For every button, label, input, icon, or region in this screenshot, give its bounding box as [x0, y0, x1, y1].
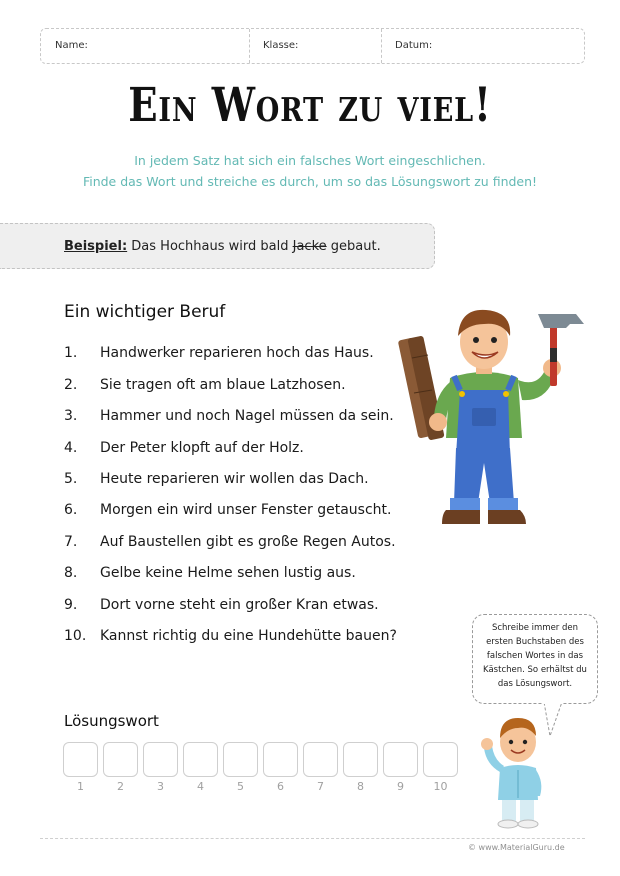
sentence-text[interactable]: Hammer und noch Nagel müssen da sein. — [100, 408, 394, 424]
sentence-number: 9. — [64, 597, 78, 613]
sentence-number: 8. — [64, 565, 78, 581]
sentence-item — [64, 628, 397, 644]
sentence-item — [64, 502, 391, 518]
footer-divider — [40, 838, 585, 839]
sentence-number: 7. — [64, 534, 78, 550]
box-number: 2 — [117, 780, 124, 793]
example-text-after: gebaut. — [330, 239, 381, 254]
header-divider — [249, 29, 250, 63]
solution-letter-box[interactable] — [63, 742, 98, 777]
instruction-line-1: In jedem Satz hat sich ein falsches Wort eingeschlichen. — [134, 153, 486, 168]
sentence-text[interactable]: Morgen ein wird unser Fenster getauscht. — [100, 502, 392, 518]
sentence-text[interactable]: Kannst richtig du eine Hundehütte bauen? — [100, 628, 397, 644]
box-number: 3 — [157, 780, 164, 793]
sentence-number: 2. — [64, 377, 78, 393]
example-box — [0, 223, 435, 269]
sentence-number: 4. — [64, 440, 78, 456]
box-number: 8 — [357, 780, 364, 793]
solution-letter-box[interactable] — [103, 742, 138, 777]
sentence-item — [64, 408, 394, 424]
sentence-number: 6. — [64, 502, 78, 518]
sentence-item — [64, 534, 396, 550]
boy-illustration — [478, 712, 558, 830]
solution-letter-box[interactable] — [383, 742, 418, 777]
sentence-item — [64, 440, 304, 456]
box-number: 4 — [197, 780, 204, 793]
worksheet-title: Ein Wort zu viel! — [128, 78, 492, 133]
sentence-number: 3. — [64, 408, 78, 424]
copyright-text: © www.MaterialGuru.de — [468, 843, 565, 852]
sentence-text[interactable]: Auf Baustellen gibt es große Regen Autos. — [100, 534, 396, 550]
date-label: Datum: — [395, 40, 433, 51]
sentence-text[interactable]: Dort vorne steht ein großer Kran etwas. — [100, 597, 379, 613]
sentence-text[interactable]: Gelbe keine Helme sehen lustig aus. — [100, 565, 356, 581]
example-text-before: Das Hochhaus wird bald — [131, 239, 289, 254]
header-fields-box — [40, 28, 585, 64]
solution-letter-box[interactable] — [263, 742, 298, 777]
box-number: 9 — [397, 780, 404, 793]
header-divider — [381, 29, 382, 63]
sentence-number: 5. — [64, 471, 78, 487]
sentence-item — [64, 565, 356, 581]
section-title: Ein wichtiger Beruf — [64, 302, 226, 322]
sentence-number: 10. — [64, 628, 87, 644]
solution-letter-box[interactable] — [303, 742, 338, 777]
solution-letter-box[interactable] — [183, 742, 218, 777]
box-number: 1 — [77, 780, 84, 793]
sentence-text[interactable]: Handwerker reparieren hoch das Haus. — [100, 345, 374, 361]
instruction-line-2: Finde das Wort und streiche es durch, um so das Lösungswort zu finden! — [82, 174, 538, 189]
sentence-text[interactable]: Sie tragen oft am blaue Latzhosen. — [100, 377, 346, 393]
sentence-item — [64, 345, 374, 361]
sentence-number: 1. — [64, 345, 78, 361]
solution-letter-box[interactable] — [423, 742, 458, 777]
name-label: Name: — [55, 40, 88, 51]
sentence-item — [64, 471, 369, 487]
solution-letter-box[interactable] — [343, 742, 378, 777]
example-sentence — [64, 239, 381, 254]
sentence-text[interactable]: Heute reparieren wir wollen das Dach. — [100, 471, 369, 487]
solution-title: Lösungswort — [64, 712, 159, 730]
box-number: 7 — [317, 780, 324, 793]
sentence-text[interactable]: Der Peter klopft auf der Holz. — [100, 440, 304, 456]
box-number: 10 — [433, 780, 448, 793]
sentence-item — [64, 597, 379, 613]
box-number: 5 — [237, 780, 244, 793]
solution-letter-box[interactable] — [143, 742, 178, 777]
class-label: Klasse: — [263, 40, 299, 51]
box-number: 6 — [277, 780, 284, 793]
solution-letter-box[interactable] — [223, 742, 258, 777]
example-label: Beispiel: — [64, 239, 128, 254]
example-struck-word: Jacke — [292, 239, 327, 254]
sentence-item — [64, 377, 346, 393]
hint-speech-bubble: Schreibe immer den ersten Buchstaben des falschen Wortes in das Kästchen. So erhältst du das Lösungswort. — [472, 614, 598, 704]
craftsman-illustration — [398, 298, 588, 530]
